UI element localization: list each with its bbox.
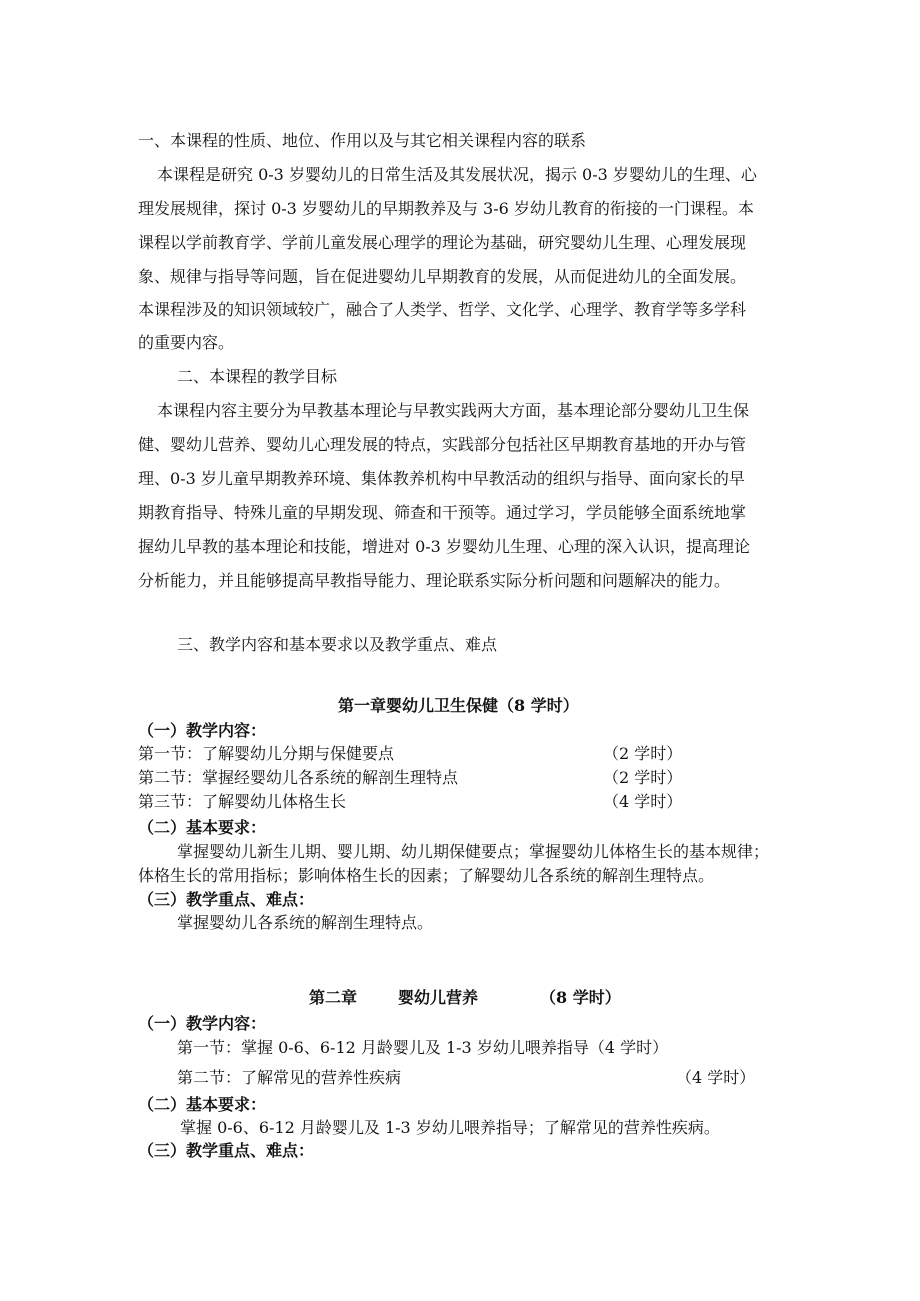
chapter2-key-label: （三）教学重点、难点：: [138, 1141, 315, 1160]
chapter1-section-3-hours: （4 学时）: [603, 792, 683, 811]
chapter2-content-label: （一）教学内容：: [138, 1014, 267, 1033]
section2-para-line: 本课程内容主要分为早教基本理论与早教实践两大方面，基本理论部分婴幼儿卫生保: [157, 401, 750, 420]
chapter2-section-2: 第二节：了解常见的营养性疾病: [177, 1068, 402, 1087]
chapter1-req-label: （二）基本要求：: [138, 818, 267, 837]
chapter2-title-hours: （8 学时）: [540, 988, 621, 1007]
section2-para-line: 理、0-3 岁儿童早期教养环境、集体教养机构中早教活动的组织与指导、面向家长的早: [138, 469, 745, 488]
chapter2-section-1: 第一节：掌握 0-6、6-12 月龄婴儿及 1-3 岁幼儿喂养指导（4 学时）: [177, 1038, 669, 1057]
chapter2-req-label: （二）基本要求：: [138, 1095, 267, 1114]
chapter1-content-label: （一）教学内容：: [138, 721, 267, 740]
chapter1-key: 掌握婴幼儿各系统的解剖生理特点。: [177, 913, 434, 932]
section2-para-line: 健、婴幼儿营养、婴幼儿心理发展的特点，实践部分包括社区早期教育基地的开办与管: [138, 435, 747, 454]
chapter1-section-3: 第三节：了解婴幼儿体格生长: [138, 792, 347, 811]
chapter1-title: 第一章婴幼儿卫生保健（8 学时）: [338, 696, 579, 715]
chapter1-key-label: （三）教学重点、难点：: [138, 890, 315, 909]
chapter1-section-1-hours: （2 学时）: [603, 744, 683, 763]
chapter1-section-2: 第二节：掌握经婴幼儿各系统的解剖生理特点: [138, 768, 459, 787]
section2-para-line: 分析能力，并且能够提高早教指导能力、理论联系实际分析问题和问题解决的能力。: [138, 571, 731, 590]
section2-para-line: 期教育指导、特殊儿童的早期发现、筛查和干预等。通过学习，学员能够全面系统地掌: [138, 503, 747, 522]
chapter2-title-chapter: 第二章: [309, 988, 358, 1007]
section1-heading: 一、本课程的性质、地位、作用以及与其它相关课程内容的联系: [138, 131, 587, 150]
section1-para-line: 的重要内容。: [138, 333, 235, 352]
section2-heading: 二、本课程的教学目标: [177, 367, 338, 386]
chapter1-req-line: 体格生长的常用指标；影响体格生长的因素；了解婴幼儿各系统的解剖生理特点。: [138, 866, 715, 885]
chapter2-section-2-hours: （4 学时）: [676, 1068, 756, 1087]
section1-para-line: 课程以学前教育学、学前儿童发展心理学的理论为基础，研究婴幼儿生理、心理发展现: [138, 233, 747, 252]
section1-para-line: 理发展规律，探讨 0-3 岁婴幼儿的早期教养及与 3-6 岁幼儿教育的衔接的一门课程。本: [138, 199, 754, 218]
chapter1-section-1: 第一节：了解婴幼儿分期与保健要点: [138, 744, 395, 763]
section2-para-line: 握幼儿早教的基本理论和技能，增进对 0-3 岁婴幼儿生理、心理的深入认识，提高理论: [138, 537, 750, 556]
section1-para-line: 象、规律与指导等问题，旨在促进婴幼儿早期教育的发展，从而促进幼儿的全面发展。: [138, 267, 747, 286]
section1-para-line: 本课程是研究 0-3 岁婴幼儿的日常生活及其发展状况，揭示 0-3 岁婴幼儿的生理、心: [157, 165, 757, 184]
chapter1-req-line: 掌握婴幼儿新生儿期、婴儿期、幼儿期保健要点；掌握婴幼儿体格生长的基本规律；: [177, 842, 770, 861]
chapter2-req: 掌握 0-6、6-12 月龄婴儿及 1-3 岁幼儿喂养指导；了解常见的营养性疾病。: [180, 1118, 720, 1137]
section3-heading: 三、教学内容和基本要求以及教学重点、难点: [177, 635, 498, 654]
chapter1-section-2-hours: （2 学时）: [603, 768, 683, 787]
chapter2-title-name: 婴幼儿营养: [398, 988, 479, 1007]
section1-para-line: 本课程涉及的知识领域较广，融合了人类学、哲学、文化学、心理学、教育学等多学科: [138, 300, 747, 319]
